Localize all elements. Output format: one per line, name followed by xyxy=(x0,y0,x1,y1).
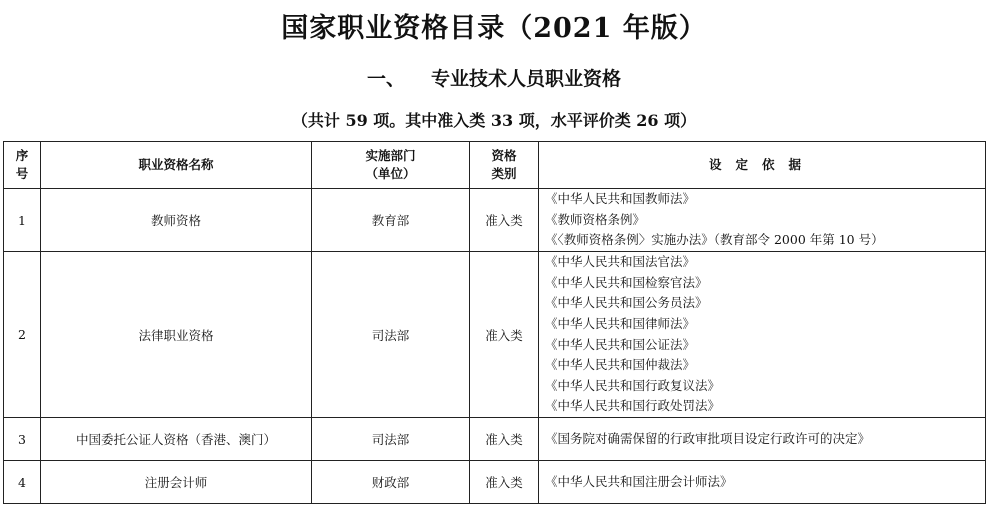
header-dept-line2: （单位） xyxy=(365,166,416,181)
row-basis xyxy=(539,418,986,461)
basis-item: 《中华人民共和国公务员法》 xyxy=(545,295,708,311)
basis-item: 《中华人民共和国行政复议法》 xyxy=(545,377,721,393)
row-basis xyxy=(539,189,986,252)
row-name: 教师资格 xyxy=(41,189,312,252)
table-row xyxy=(4,461,986,504)
header-seq-line2: 号 xyxy=(15,166,29,181)
header-type-line2: 类别 xyxy=(491,166,517,181)
row-type: 准入类 xyxy=(470,418,539,461)
table-header-row xyxy=(4,142,986,189)
row-name: 中国委托公证人资格（香港、澳门） xyxy=(41,418,312,461)
table-row xyxy=(4,418,986,461)
row-basis xyxy=(539,252,986,418)
row-dept: 财政部 xyxy=(312,461,470,504)
row-seq: 2 xyxy=(4,252,41,418)
basis-item: 《中华人民共和国行政处罚法》 xyxy=(545,398,721,414)
row-dept: 司法部 xyxy=(312,418,470,461)
table-row xyxy=(4,252,986,418)
header-seq xyxy=(4,142,41,189)
basis-item: 《中华人民共和国注册会计师法》 xyxy=(545,473,733,489)
row-dept: 司法部 xyxy=(312,252,470,418)
header-basis xyxy=(539,142,986,189)
header-type-line1: 资格 xyxy=(491,148,517,163)
basis-item: 《中华人民共和国公证法》 xyxy=(545,336,696,352)
header-basis-label: 设定依据 xyxy=(708,157,815,172)
row-type: 准入类 xyxy=(470,461,539,504)
row-seq: 1 xyxy=(4,189,41,252)
section-name: 专业技术人员职业资格 xyxy=(431,68,622,90)
row-seq: 4 xyxy=(4,461,41,504)
row-dept: 教育部 xyxy=(312,189,470,252)
row-name: 注册会计师 xyxy=(41,461,312,504)
basis-item: 《中华人民共和国律师法》 xyxy=(545,315,696,331)
summary-note: （共计 59 项。其中准入类 33 项，水平评价类 26 项） xyxy=(291,111,697,130)
header-name: 职业资格名称 xyxy=(41,142,312,189)
row-basis xyxy=(539,461,986,504)
header-type xyxy=(470,142,539,189)
basis-item: 《国务院对确需保留的行政审批项目设定行政许可的决定》 xyxy=(545,430,871,446)
basis-item: 《〈教师资格条例〉实施办法》（教育部令 2000 年第 10 号） xyxy=(545,232,884,248)
header-dept-line1: 实施部门 xyxy=(365,148,416,163)
basis-item: 《中华人民共和国法官法》 xyxy=(545,254,696,270)
row-seq: 3 xyxy=(4,418,41,461)
header-seq-line1: 序 xyxy=(15,148,29,163)
document-title: 国家职业资格目录（2021 年版） xyxy=(281,13,707,44)
basis-item: 《教师资格条例》 xyxy=(545,211,646,227)
row-name: 法律职业资格 xyxy=(41,252,312,418)
table-row xyxy=(4,189,986,252)
row-type: 准入类 xyxy=(470,189,539,252)
header-dept xyxy=(312,142,470,189)
section-heading xyxy=(0,64,988,91)
row-type: 准入类 xyxy=(470,252,539,418)
basis-item: 《中华人民共和国教师法》 xyxy=(545,191,696,207)
basis-item: 《中华人民共和国检察官法》 xyxy=(545,274,708,290)
section-number: 一、 xyxy=(366,68,405,90)
basis-item: 《中华人民共和国仲裁法》 xyxy=(545,357,696,373)
qualification-table xyxy=(3,141,986,504)
